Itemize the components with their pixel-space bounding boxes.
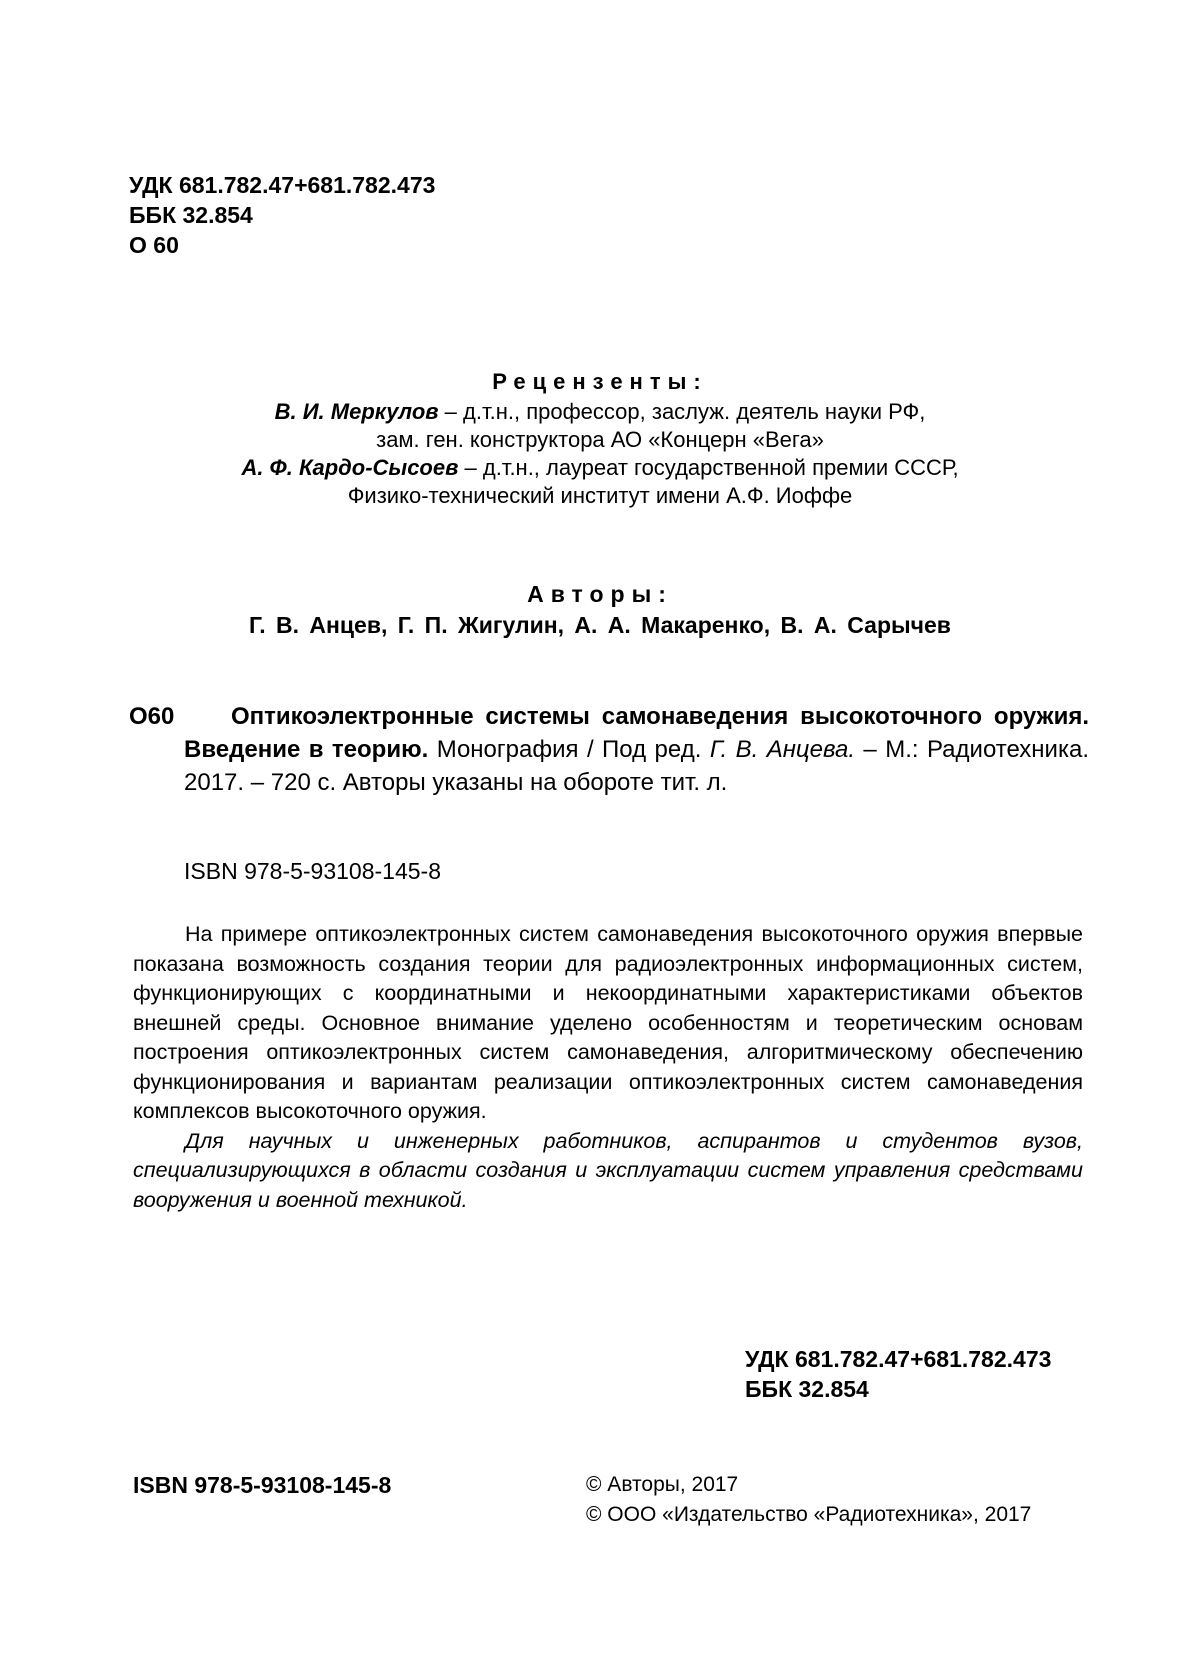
authors-heading: Авторы:: [130, 581, 1070, 608]
entry-description: [184, 700, 1089, 799]
authors-section: [130, 581, 1070, 639]
book-type: Монография / Под ред.: [428, 736, 710, 763]
reviewer-2-name: А. Ф. Кардо-Сысоев: [241, 455, 458, 480]
reviewer-2-credentials: – д.т.н., лауреат государственной премии СССР,: [458, 455, 958, 480]
classification-block-bottom: [745, 1344, 1051, 1404]
classification-block-top: [129, 170, 435, 260]
isbn-bottom: ISBN 978-5-93108-145-8: [133, 1472, 391, 1499]
copyright-publisher: © ООО «Издательство «Радиотехника», 2017: [586, 1500, 1031, 1530]
abstract-text: На примере оптикоэлектронных систем самонаведения высокоточного оружия впервые показана возможность создания теории для радиоэлектронных информационных систем, функционирующих с координатными и некоординатными характеристиками объектов внешней среды. Основное внимание уделено особенностям и теоретическим основам построения оптикоэлектронных систем самонаведения, алгоритмическому обеспечению функционирования и вариантам реализации оптикоэлектронных систем самонаведения комплексов высокоточного оружия.: [133, 920, 1083, 1127]
book-title: Оптикоэлектронные системы самонаведения высокоточного оружия. Введение в теорию.: [184, 703, 1089, 763]
author-mark: О 60: [129, 230, 435, 260]
abstract-section: [133, 920, 1083, 1215]
reviewers-heading: Рецензенты:: [130, 368, 1070, 396]
bibliographic-entry: [129, 700, 1089, 799]
isbn-middle: ISBN 978-5-93108-145-8: [184, 858, 441, 885]
bbk-code-bottom: ББК 32.854: [745, 1374, 1051, 1404]
reviewer-1-name: В. И. Меркулов: [275, 399, 439, 424]
authors-names: Г. В. Анцев, Г. П. Жигулин, А. А. Макаренко, В. А. Сарычев: [130, 612, 1070, 639]
reviewers-section: [130, 368, 1070, 510]
reviewer-1-line-1: [130, 398, 1070, 426]
udk-code-bottom: УДК 681.782.47+681.782.473: [745, 1344, 1051, 1374]
copyright-authors: © Авторы, 2017: [586, 1470, 1031, 1500]
bbk-code: ББК 32.854: [129, 200, 435, 230]
book-imprint-page: [0, 0, 1200, 1680]
udk-code: УДК 681.782.47+681.782.473: [129, 170, 435, 200]
reviewer-2-line-1: [130, 454, 1070, 482]
entry-code: О60: [129, 700, 174, 733]
reviewer-1-affiliation: зам. ген. конструктора АО «Концерн «Вега»: [130, 426, 1070, 454]
reviewer-2-affiliation: Физико-технический институт имени А.Ф. Иоффе: [130, 482, 1070, 510]
book-editor: Г. В. Анцева.: [710, 736, 855, 763]
audience-text: Для научных и инженерных работников, аспирантов и студентов вузов, специализирующихся в области создания и эксплуатации систем управления средствами вооружения и военной техникой.: [133, 1127, 1083, 1216]
reviewer-1-credentials: – д.т.н., профессор, заслуж. деятель науки РФ,: [439, 399, 926, 424]
copyright-block: [586, 1470, 1031, 1530]
book-imprint: – М.: Радиотехника. 2017. – 720 с. Авторы указаны на обороте тит. л.: [184, 736, 1089, 796]
